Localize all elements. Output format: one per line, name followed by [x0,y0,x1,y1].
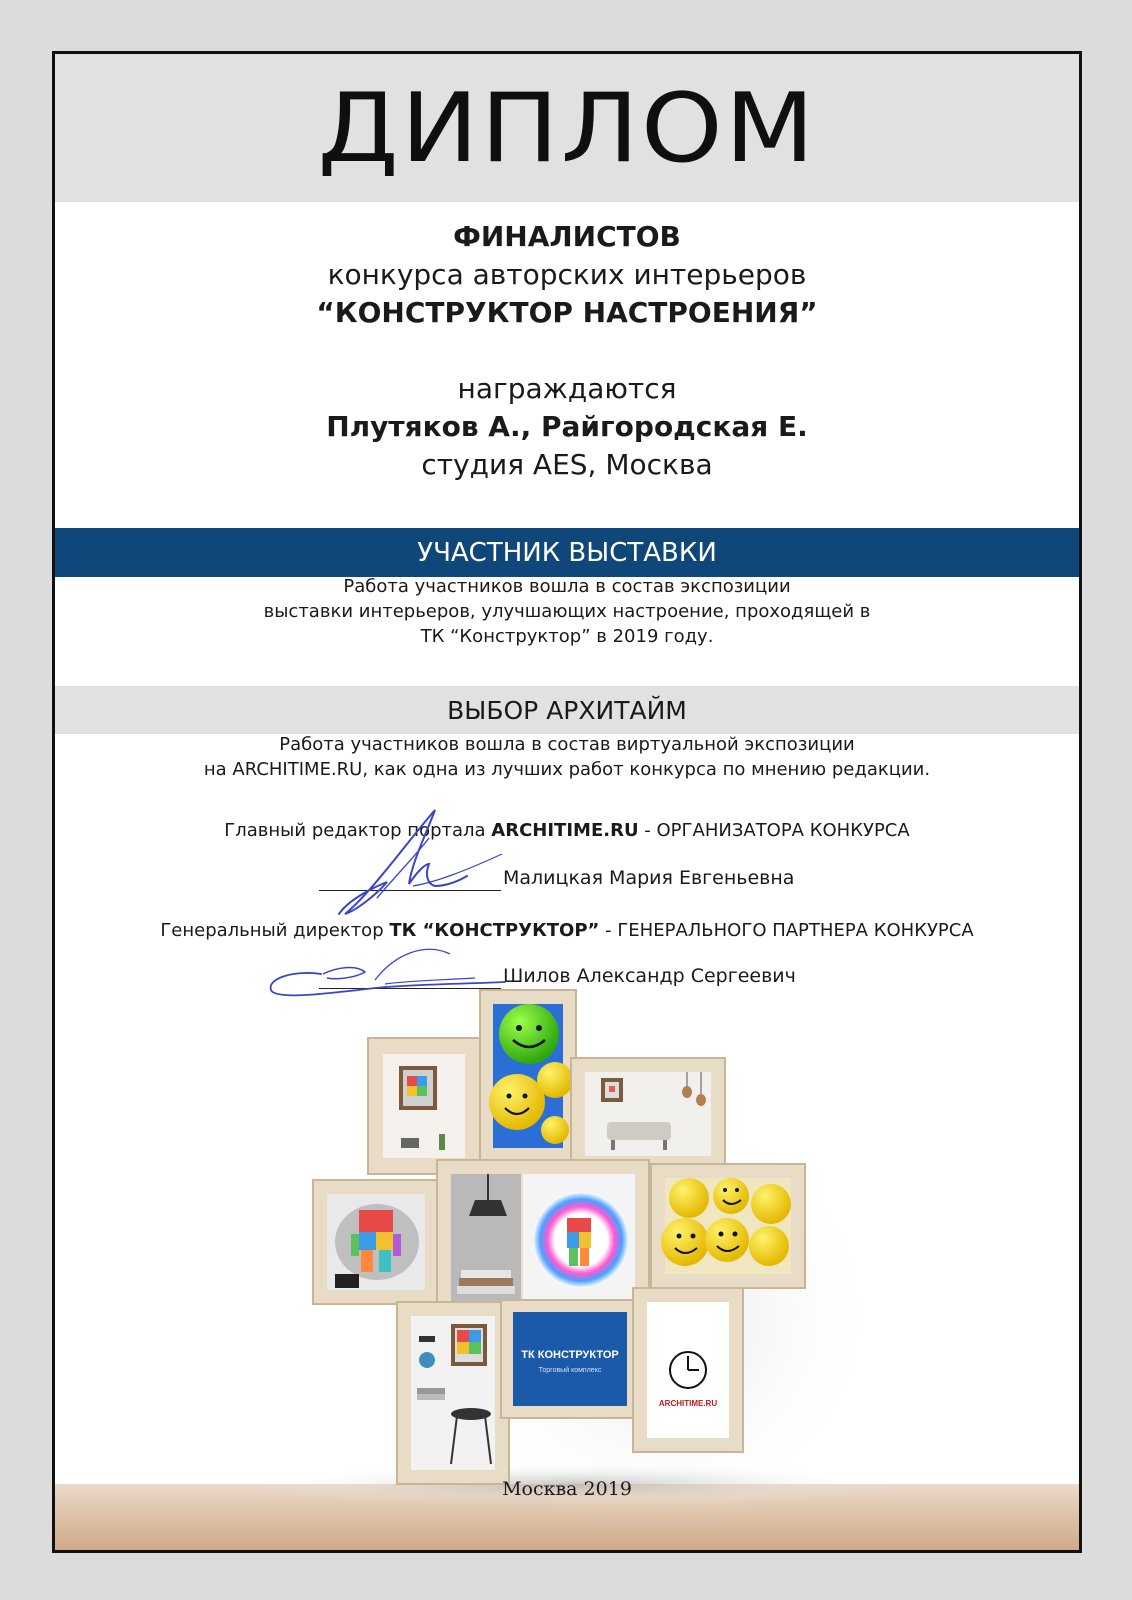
architime-logo-text: ARCHITIME.RU [658,1399,718,1408]
signatory2-org: ТК “КОНСТРУКТОР” [389,920,600,941]
signatory1-role-prefix: Главный редактор портала [224,820,492,841]
signatory2-name: Шилов Александр Сергеевич [503,965,796,987]
frame-smileys-tall [480,990,576,1162]
architime-text-line1: Работа участников вошла в состав виртуальной экспозиции [279,734,855,755]
architime-heading: ВЫБОР АРХИТАЙМ [55,686,1079,734]
signatory1-org: ARCHITIME.RU [491,820,639,841]
konstruktor-logo-subtext: Торговый комплекс [538,1367,602,1374]
signatory1-name: Малицкая Мария Евгеньевна [503,867,795,889]
frame-smileys-right [651,1164,805,1288]
signatory2-role-prefix: Генеральный директор [160,920,390,941]
awarded-label: награждаются [457,372,677,405]
frame-lamp-center [437,1160,649,1320]
konstruktor-logo-text: ТК КОНСТРУКТОР [521,1349,619,1361]
finalists-label: ФИНАЛИСТОВ [453,220,681,253]
exhibition-text-line3: ТК “Конструктор” в 2019 году. [420,626,714,647]
frame-stool-bottom-left [397,1302,509,1484]
signatory2-role-suffix: - ГЕНЕРАЛЬНОГО ПАРТНЕРА КОНКУРСА [599,920,974,941]
signatory2-role [55,918,1079,943]
winners-names: Плутяков А., Райгородская Е. [326,410,808,443]
frame-room-top-right [571,1058,725,1170]
signatory1-role [55,818,1079,843]
frame-logo-konstruktor [501,1300,639,1418]
diploma-sheet [52,51,1082,1553]
exhibition-text-line1: Работа участников вошла в состав экспозиции [343,576,791,597]
frame-robot-left [313,1180,439,1304]
signatory1-role-suffix: - ОРГАНИЗАТОРА КОНКУРСА [638,820,910,841]
frames-illustration [55,984,1079,1550]
studio-info: студия AES, Москва [421,448,713,481]
contest-description: конкурса авторских интерьеров [327,258,807,291]
frame-logo-architime [633,1288,743,1452]
frame-top-left [368,1038,480,1174]
diploma-title: ДИПЛОМ [317,71,817,185]
footer-city-year: Москва 2019 [502,1478,632,1500]
exhibition-heading: УЧАСТНИК ВЫСТАВКИ [55,528,1079,577]
contest-name: “КОНСТРУКТОР НАСТРОЕНИЯ” [316,296,818,329]
architime-text-line2: на ARCHITIME.RU, как одна из лучших работ конкурса по мнению редакции. [203,759,931,780]
exhibition-text-line2: выставки интерьеров, улучшающих настроение, проходящей в [263,601,871,622]
signature-1 [317,802,507,922]
